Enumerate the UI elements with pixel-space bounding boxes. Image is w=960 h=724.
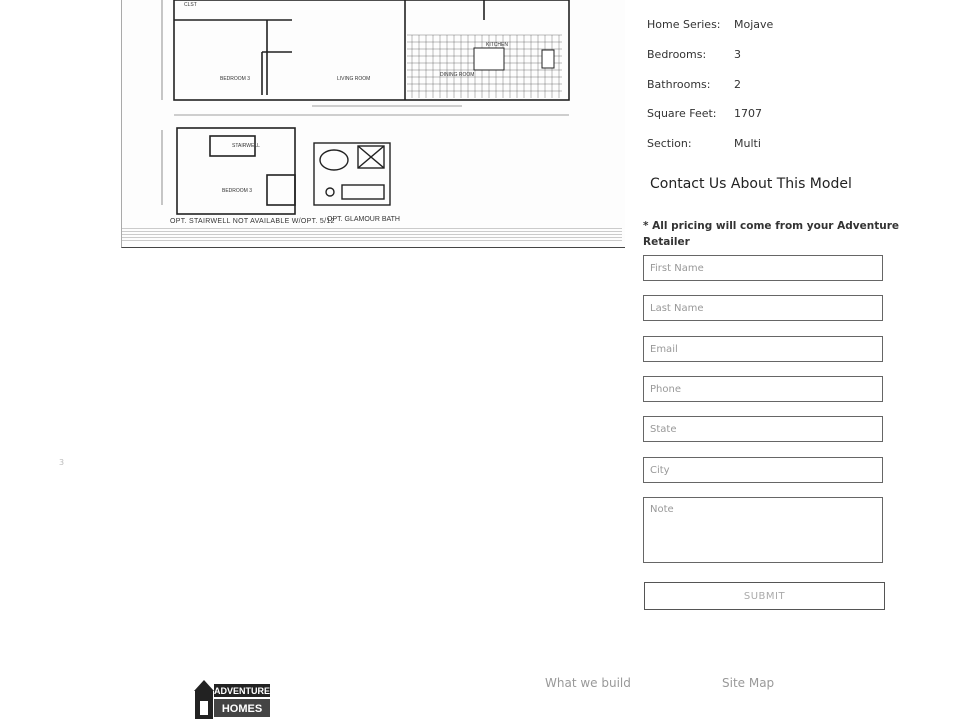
room-label-stairwell: STAIRWELL [232,143,260,149]
spec-row-bathrooms [647,69,947,99]
spec-row-series [647,10,947,40]
submit-button[interactable]: SUBMIT [644,582,885,610]
spec-label: Section: [647,137,692,151]
stairwell-caption: OPT. STAIRWELL NOT AVAILABLE W/OPT. 5/12 [170,218,335,225]
spec-value: Mojave [734,18,774,32]
phone-input[interactable] [643,376,883,402]
plan-fine-print [122,228,622,242]
spec-value: 1707 [734,107,762,121]
adventure-homes-logo[interactable] [192,677,272,720]
logo-text-line2: HOMES [221,703,263,715]
house-logo-icon [192,677,272,720]
stray-mark: 3 [59,458,65,467]
email-input[interactable] [643,336,883,362]
room-label-closet: CLST [184,2,197,8]
spec-row-section [647,129,947,159]
spec-label: Home Series: [647,18,721,32]
floor-plan-drawing [122,0,625,247]
logo-text-line1: ADVENTURE [213,686,271,696]
spec-row-bedrooms [647,40,947,70]
room-label-bedroom3: BEDROOM 3 [220,76,251,82]
floor-plan-image [121,0,625,248]
home-specs [647,10,947,158]
first-name-input[interactable] [643,255,883,281]
note-textarea[interactable] [643,497,883,563]
room-label-bedroom3b: BEDROOM 3 [222,188,253,194]
glamour-bath-caption: OPT. GLAMOUR BATH [327,216,400,223]
spec-value: Multi [734,137,761,151]
spec-label: Square Feet: [647,107,717,121]
last-name-input[interactable] [643,295,883,321]
footer-link-site-map[interactable]: Site Map [722,676,775,690]
spec-label: Bedrooms: [647,48,707,62]
spec-row-square-feet [647,99,947,129]
footer-link-what-we-build[interactable]: What we build [545,676,631,690]
pricing-note: * All pricing will come from your Adventure Retailer [643,220,899,248]
state-input[interactable] [643,416,883,442]
room-label-living: LIVING ROOM [337,76,371,82]
spec-value: 2 [734,77,741,91]
city-input[interactable] [643,457,883,483]
room-label-kitchen: KITCHEN [486,42,508,48]
room-label-dining: DINING ROOM [440,72,475,78]
spec-label: Bathrooms: [647,77,711,91]
contact-title: Contact Us About This Model [650,176,852,192]
spec-value: 3 [734,48,741,62]
